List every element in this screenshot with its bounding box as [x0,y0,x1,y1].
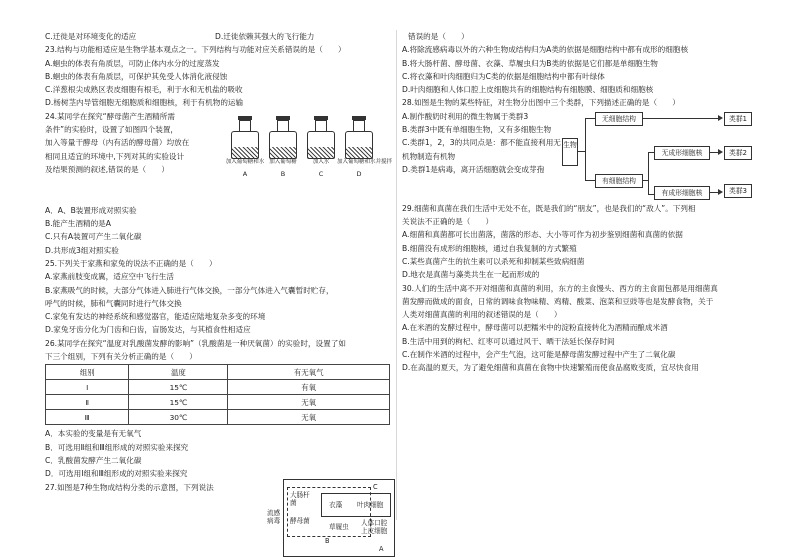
bottle-liquid [232,147,258,158]
option-a: A.在米酒的发酵过程中，酵母菌可以把糯米中的淀粉直接转化为酒精而酿成米酒 [402,323,668,333]
option-a: A.家燕前肢变成翼，适应空中飞行生活 [45,272,174,282]
bottle-body [269,131,297,159]
question-28-options [402,110,566,176]
q22-options-cd [45,30,392,43]
option-d: D.地衣是真菌与藻类共生在一起而形成的 [402,270,540,280]
option-c: C.类群1，2，3的共同点是：都不能直接利用无机物制造有机物 [402,138,561,161]
cell: 无氧 [228,395,390,410]
bottle-label: 加入葡萄糖 [269,158,297,165]
node-group-1: 类群1 [724,112,752,126]
table-row [46,410,390,425]
bottle-body [307,131,335,159]
cell: 无氧 [228,410,390,425]
stem-line: 24.某同学在探究“酵母菌产生酒精所需 [45,111,175,121]
bottle-body [345,131,373,159]
cell: 30℃ [129,410,228,425]
option-b: B.细菌没有成形的细胞核，通过自我复制的方式繁殖 [402,243,577,253]
question-30 [402,282,754,375]
option-b: B.蛔虫的体表有角质层，可保护其免受人体消化液侵蚀 [45,71,228,81]
cell: Ⅱ [46,395,129,410]
cell: 有氧 [228,380,390,395]
arrow-icon [718,189,723,195]
table-header-row [46,365,390,380]
bottle-label: 加入葡萄糖和水 [225,158,265,165]
node-no-cell: 无细胞结构 [595,112,643,126]
question-stem: 30.人们的生活中离不开对细菌和真菌的利用，东方的主食馒头、西方的主食面包都是用细菌真 [402,283,718,293]
question-29 [402,202,754,282]
stem-line: 及结果预测的叙述,错误的是（ ） [45,164,169,174]
bottle-b [269,116,297,181]
option-c: C.将衣藻和叶肉细胞归为C类的依据是细胞结构中都有叶绿体 [402,71,605,81]
question-26 [45,337,392,481]
option-b: B．可选用Ⅱ组和Ⅲ组形成的对照实验来探究 [45,442,189,452]
option-d: D.共形成3组对照实验 [45,245,119,255]
option-d: D.叶肉细胞和人体口腔上皮细胞共有的细胞结构有细胞膜、细胞质和细胞核 [402,85,654,95]
table-row [46,380,390,395]
label-bacteria: 大肠杆菌 [290,490,310,507]
connector [585,118,595,119]
connector [585,118,586,180]
bottle-label: 加入水 [312,158,330,165]
connector [709,152,718,153]
bottle-body [231,131,259,159]
letter-c: C [373,482,378,491]
question-stem [45,110,223,204]
option-c: C.某些真菌产生的抗生素可以杀死和抑制某些致病细菌 [402,256,585,266]
option-b: B.将大肠杆菌、酵母菌、衣藻、草履虫归为B类的依据是它们都是单细胞生物 [402,58,658,68]
option-c: C.洋葱根尖成熟区表皮细胞有根毛，利于水和无机盐的吸收 [45,85,243,95]
option-d: D.杨树茎内导管细胞无细胞质和细胞核，利于有机物的运输 [45,98,244,108]
node-root: 生物 [562,138,578,166]
cell: 15℃ [129,380,228,395]
label-yeast: 酵母菌 [290,516,310,525]
question-stem-cont: 人类对细菌真菌的利用的叙述错误的是（ ） [402,310,562,320]
connector [585,180,595,181]
question-stem: 27.如图是7种生物成结构分类的示意图，下列说法 [45,482,214,492]
question-stem: 25.下列关于家燕和家兔的说法不正确的是（ ） [45,258,217,268]
bottle-liquid [346,147,372,158]
question-stem-cont: 下三个组别，下列有关分析正确的是（ ） [45,352,197,362]
connector [642,118,718,119]
letter-b: B [325,536,330,545]
right-column [402,30,754,375]
question-27-stem-cont: 错误的是（ ） [408,32,469,41]
bottle-neck [353,120,365,131]
experiment-table [45,364,390,425]
stem-line: 加入等量干酵母（内有活的酵母菌）均放在 [45,138,190,148]
bottle-neck [315,120,327,131]
option-a: A．A、B装置形成对照实验 [45,205,137,215]
option-a: A.细菌和真菌都可长出菌落，菌落的形态、大小等可作为初步鉴别细菌和真菌的依据 [402,230,683,240]
option-c: C．乳酸菌发酵产生二氧化碳 [45,455,142,465]
option-b: B.能产生酒精的是A [45,219,111,229]
question-stem: 23.结构与功能相适应是生物学基本观点之一。下列结构与功能对应关系错误的是（ ） [45,45,346,55]
bottle-neck [277,120,289,131]
connector [577,151,585,152]
letter-a: A [379,544,384,553]
header-group: 组别 [46,365,129,380]
question-25 [45,257,392,337]
option-c: C.只有A装置可产生二氧化碳 [45,232,142,242]
node-cell: 有细胞结构 [595,174,643,188]
option-c: C.在制作米酒的过程中，会产生气泡，这可能是酵母菌发酵过程中产生了二氧化碳 [402,350,676,360]
stem-line: 相同且适宜的环境中,下列对其的实验设计 [45,151,185,161]
arrow-icon [718,115,723,121]
classification-tree [562,106,752,196]
bottle-letter: D [356,169,362,178]
bottle-letter: A [242,169,248,178]
bottle-c [307,116,335,181]
option-d: D.在高温的夏天，为了避免细菌和真菌在食物中快速繁殖而使食品腐败变质，宜尽快食用 [402,363,699,373]
header-oxygen: 有无氧气 [228,365,390,380]
option-d: D.家兔牙齿分化为门齿和臼齿，盲肠发达，与其植食性相适应 [45,325,251,335]
cell: 15℃ [129,395,228,410]
option-d: D．可选用Ⅰ组和Ⅲ组形成的对照实验来探究 [45,469,188,479]
bottle-neck [239,120,251,131]
option-b-cont: 呼气的时候，肺和气囊同时进行气体交换 [45,298,182,308]
node-prokaryote: 无成形细胞核 [654,146,710,160]
stem-line: 条件”的实验时，设置了如图四个装置， [45,125,179,135]
bottle-letter: C [318,169,324,178]
option-c: C.家兔有发达的神经系统和感觉器官，能适应陆地复杂多变的环境 [45,312,266,322]
question-28-stem: 28.如图是生物的某些特征，对生物分出图中三个类群，下列描述正确的是（ ） [402,98,680,108]
question-stem-cont: 菌发酵而做成的面食，日常的调味食物味精、鸡精、酸菜、泡菜和豆豉等也是发酵食物，关于 [402,296,714,306]
question-24 [45,110,392,204]
label-virus: 流感病毒 [267,508,281,525]
connector [648,152,649,194]
label-alga: 衣藻 [329,500,343,509]
bottle-figure [223,110,393,204]
cell: Ⅲ [46,410,129,425]
option-d: D.类群1是病毒，离开活细胞就会变成芽孢 [402,164,545,174]
option-b: B.家燕吸气的时候，大部分气体进入肺进行气体交换，一部分气体进入气囊暂时贮存， [45,285,334,295]
bottle-liquid [270,147,296,158]
option-a: A.制作酸奶时利用的微生物属于类群3 [402,111,529,121]
column-divider [396,30,397,520]
option-c: C.迁徙是对环境变化的适应 [45,32,137,41]
node-group-2: 类群2 [724,146,752,160]
question-27 [45,481,392,553]
cell: Ⅰ [46,380,129,395]
question-stem: 29.细菌和真菌在我们生活中无处不在，既是我们的“朋友”，也是我们的“敌人”。下列相 [402,203,696,213]
option-b: B.生活中用到的枸杞、红枣可以通过风干、晒干法延长保存时间 [402,336,615,346]
label-leaf: 叶肉细胞 [357,500,384,509]
bottle-a [225,116,265,181]
node-group-3: 类群3 [724,184,752,198]
bottle-liquid [308,147,334,158]
question-stem-cont: 关说法不正确的是（ ） [402,217,494,227]
left-column [45,30,393,553]
header-temp: 温度 [129,365,228,380]
option-a: A.蛔虫的体表有角质层，可防止体内水分的过度蒸发 [45,58,220,68]
bottle-letter: B [280,169,286,178]
label-mouth: 人体口腔上皮细胞 [361,518,388,535]
option-d: D.迁徙依赖其强大的飞行能力 [215,32,315,41]
bottle-d [337,116,393,181]
arrow-icon [718,149,723,155]
question-stem: 26.某同学在探究“温度对乳酸菌发酵的影响”（乳酸菌是一种厌氧菌）的实验时，设置了如 [45,338,346,348]
classification-diagram [265,479,395,559]
option-a: A．本实验的变量是有无氧气 [45,429,142,439]
node-eukaryote: 有成形细胞核 [654,186,710,200]
question-28 [402,110,754,202]
label-worm: 草履虫 [329,522,349,531]
question-24-options [45,204,392,257]
table-row [46,395,390,410]
option-b: B.类群3中既有单细胞生物，又有多细胞生物 [402,125,552,135]
question-23 [45,43,392,109]
connector [709,192,718,193]
bottle-label: 加入葡萄糖和水并搅拌 [337,158,393,165]
option-a: A.将除流感病毒以外的六种生物成结构归为A类的依据是细胞结构中都有成形的细胞核 [402,45,689,55]
